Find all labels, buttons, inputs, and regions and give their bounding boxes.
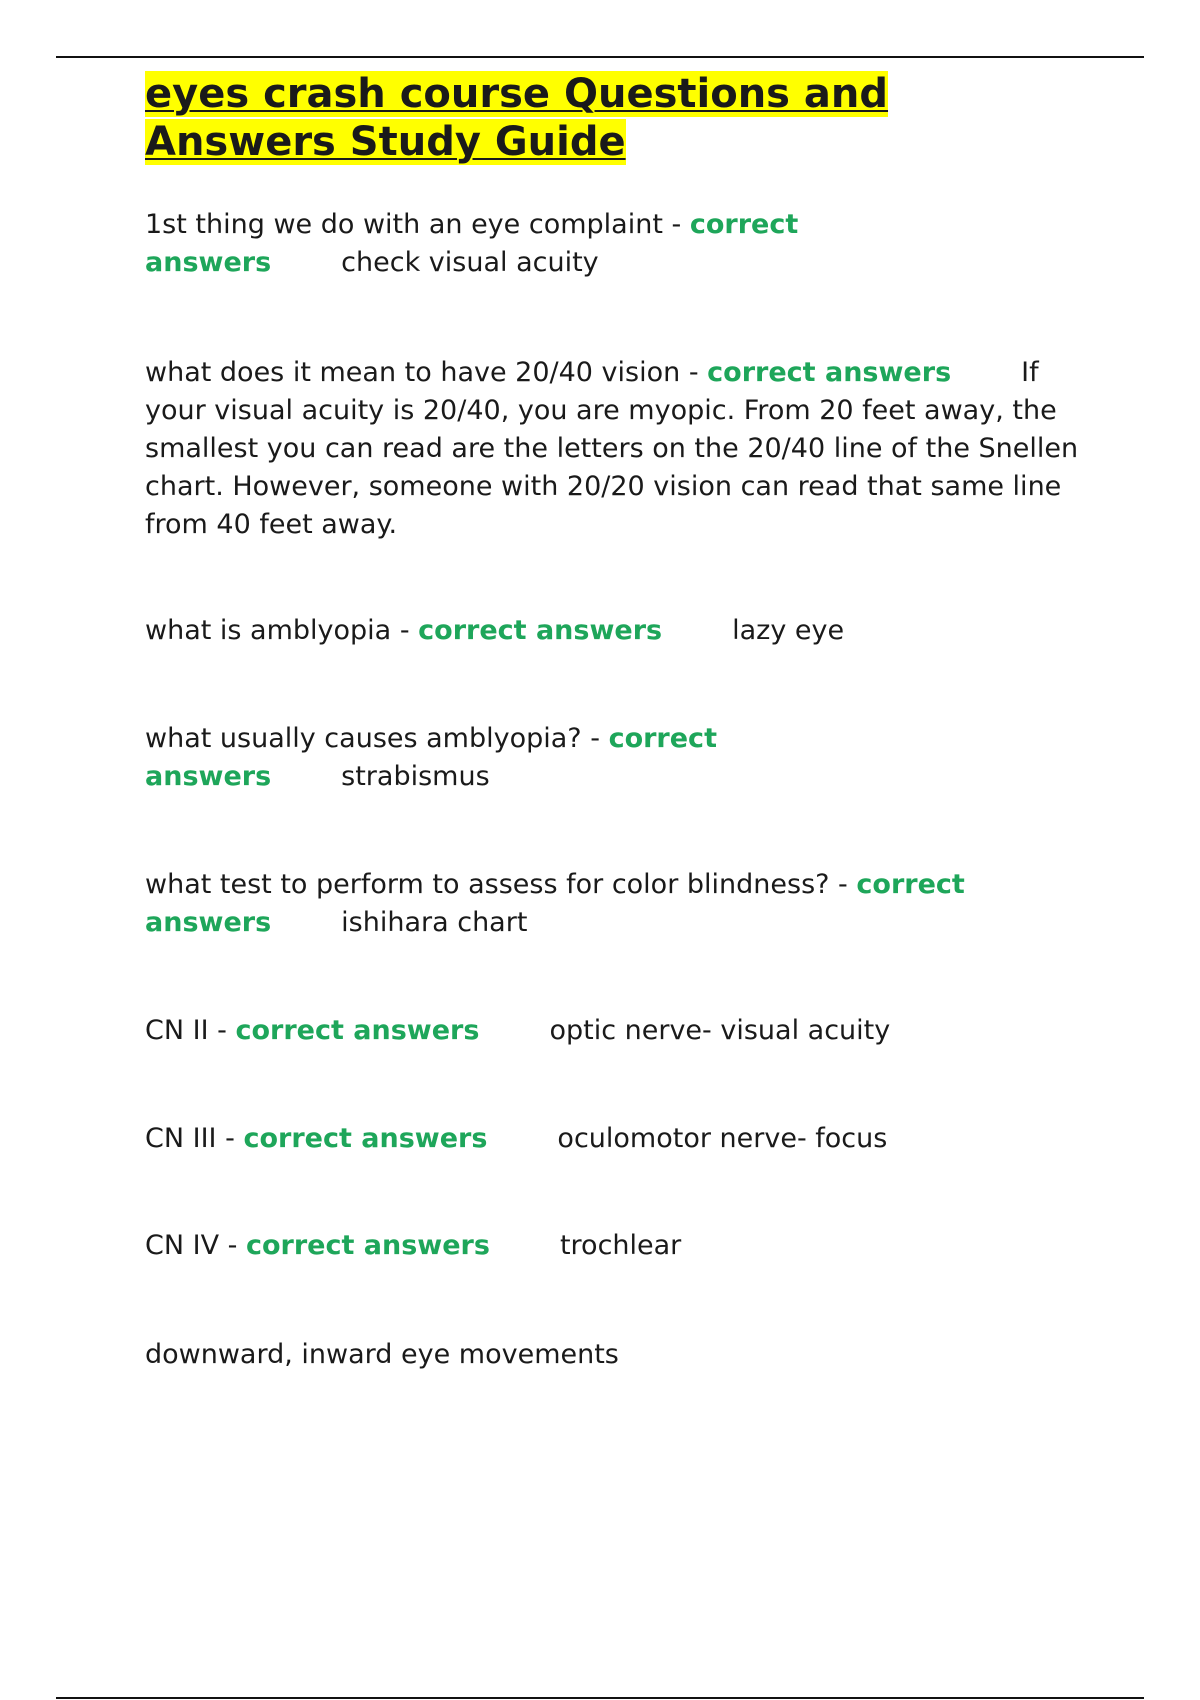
question-text: what does it mean to have 20/40 vision - (145, 357, 699, 388)
answer-text: lazy eye (732, 615, 845, 646)
qa-item (145, 1012, 1085, 1050)
answer-text: strabismus (341, 761, 490, 792)
qa-item (145, 206, 845, 282)
answer-text: trochlear (559, 1230, 682, 1261)
top-rule (56, 56, 1144, 58)
question-text: what usually causes amblyopia? - (145, 723, 600, 754)
question-text: what test to perform to assess for color blindness? - (145, 869, 848, 900)
answer-text: If your visual acuity is 20/40, you are myopic. From 20 feet away, the smallest you can read are the letters on the 20/40 line of the Snellen chart. However, someone with 20/20 vision can read that same line from 40 feet away. (145, 357, 1079, 540)
trailing-text: downward, inward eye movements (145, 1339, 619, 1370)
correct-answers-label: correct answers (707, 357, 952, 388)
title-line-1: eyes crash course Questions and (145, 71, 889, 117)
document-title (145, 70, 1085, 166)
bottom-rule (56, 1697, 1144, 1699)
answer-text: optic nerve- visual acuity (549, 1015, 891, 1046)
correct-answers-label: correct answers (245, 1230, 490, 1261)
question-text: CN IV - (145, 1230, 238, 1261)
question-text: 1st thing we do with an eye complaint - (145, 209, 682, 240)
correct-answers-label: correct answers (235, 1015, 480, 1046)
qa-item (145, 1120, 1085, 1158)
question-text: what is amblyopia - (145, 615, 410, 646)
qa-item (145, 866, 1045, 942)
answer-text: oculomotor nerve- focus (557, 1123, 888, 1154)
qa-item (145, 612, 1085, 650)
question-text: CN II - (145, 1015, 227, 1046)
correct-answers-label: correct answers (145, 869, 965, 938)
answer-text: ishihara chart (341, 907, 528, 938)
document-body (145, 70, 1085, 1374)
correct-answers-label: correct answers (418, 615, 663, 646)
answer-text: check visual acuity (341, 247, 599, 278)
correct-answers-label: correct answers (145, 209, 799, 278)
qa-item (145, 1227, 1085, 1265)
title-line-2: Answers Study Guide (145, 119, 626, 165)
question-text: CN III - (145, 1123, 235, 1154)
correct-answers-label: correct answers (243, 1123, 488, 1154)
correct-answers-label: correct answers (145, 723, 717, 792)
qa-item (145, 720, 785, 796)
qa-item (145, 354, 1085, 544)
